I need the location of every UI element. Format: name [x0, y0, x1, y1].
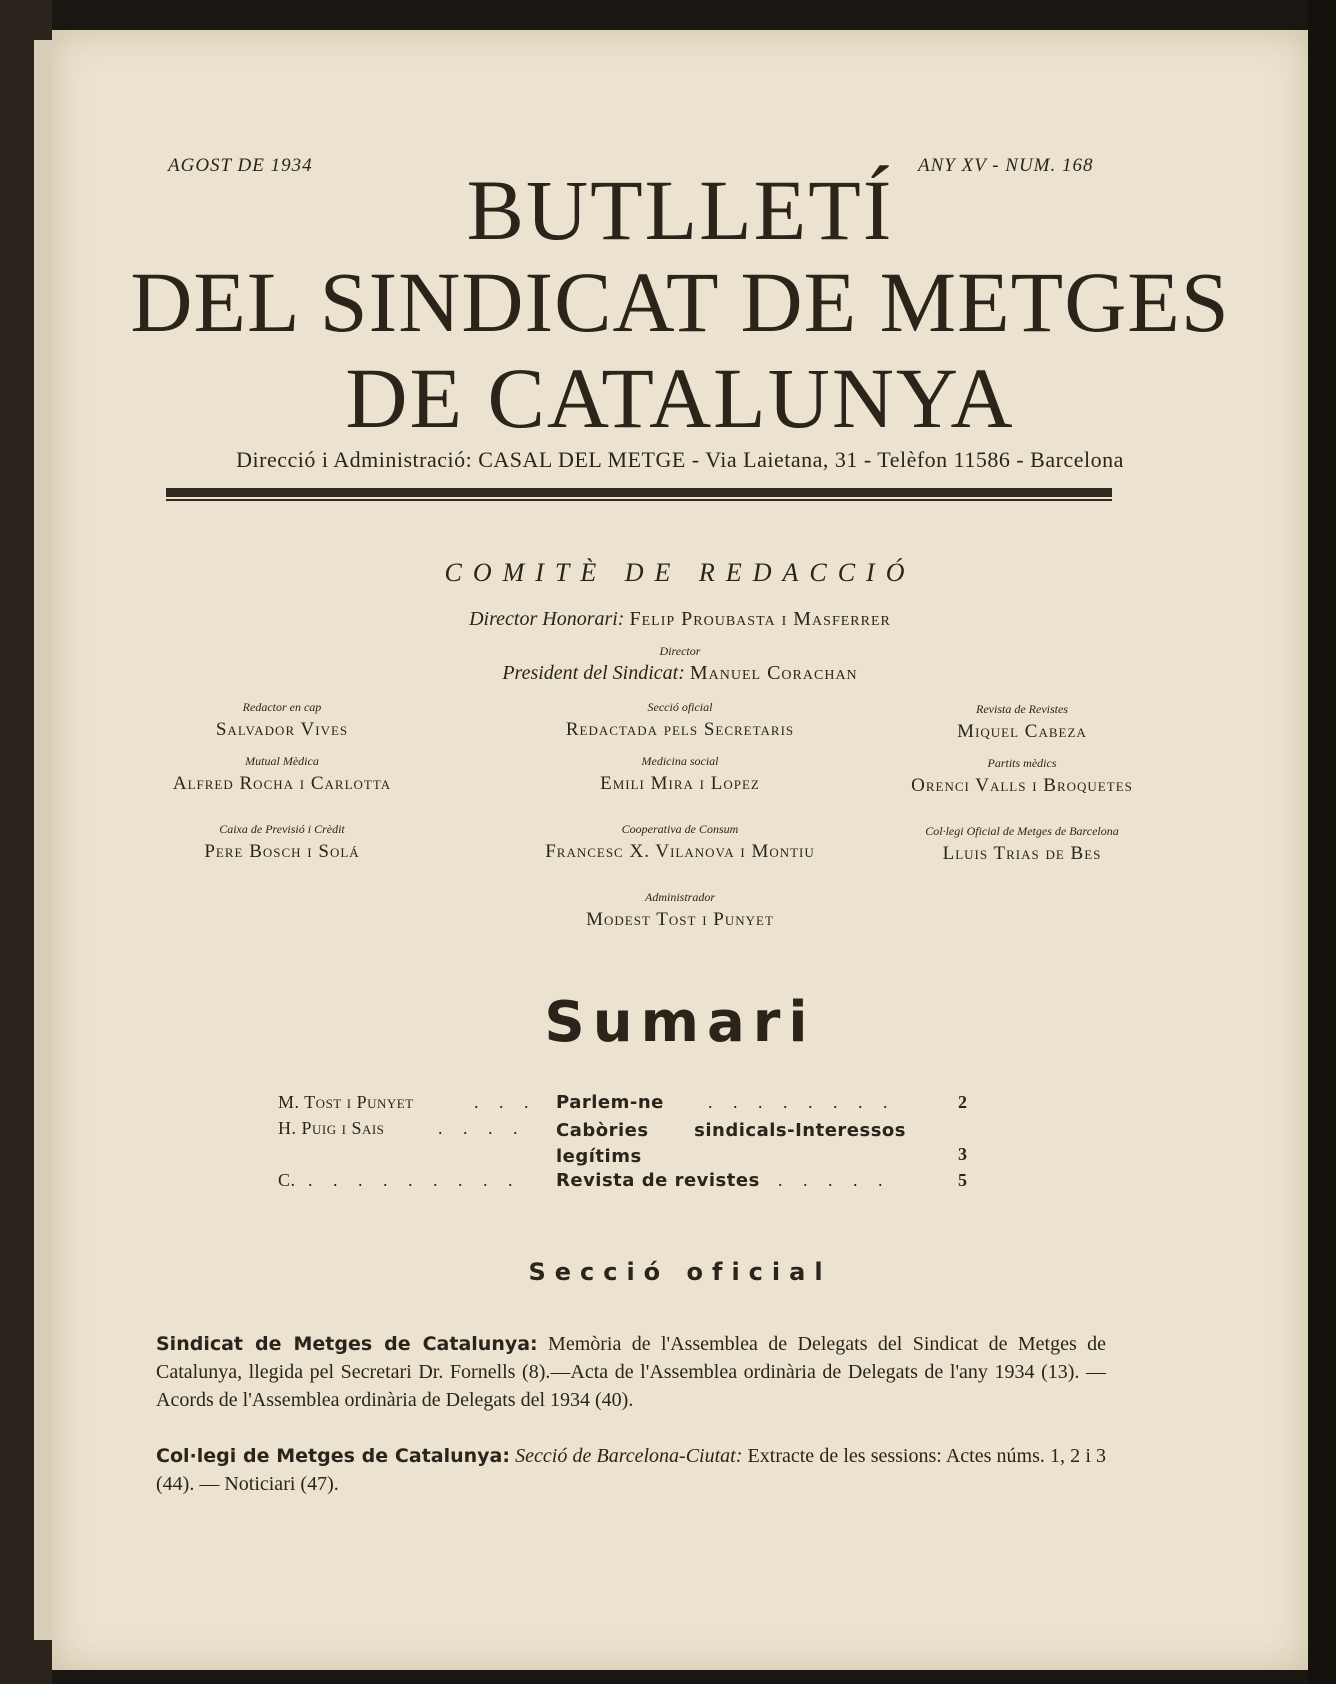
admin-role: Administrador	[644, 890, 715, 904]
member-role: Col·legi Oficial de Metges de Barcelona	[925, 824, 1119, 838]
leader-dots: . . .	[474, 1092, 537, 1112]
header-rule-thin	[166, 499, 1112, 501]
directe-label: Director	[659, 644, 701, 658]
member-role: Partits mèdics	[987, 756, 1057, 770]
seccio-heading: Secció oficial	[528, 1258, 832, 1286]
sumari-author: M. Tost i Punyet	[278, 1092, 414, 1112]
leader-dots: . . . . . . . .	[708, 1092, 896, 1112]
header-rule	[166, 488, 1112, 497]
member-role: Caixa de Previsió i Crèdit	[219, 822, 345, 836]
leader-dots: . . . . . . . . .	[308, 1170, 521, 1190]
member-name: Francesc X. Vilanova i Montiu	[545, 841, 815, 862]
member-name: Alfred Rocha i Carlotta	[172, 773, 392, 794]
paragraph-lead: Sindicat de Metges de Catalunya:	[156, 1333, 538, 1355]
sumari-heading: Sumari	[544, 990, 816, 1055]
member-name: Miquel Cabeza	[957, 721, 1087, 742]
sumari-page: 5	[958, 1170, 967, 1190]
director-line	[52, 608, 1308, 631]
comite-heading: COMITÈ DE REDACCIÓ	[444, 558, 916, 587]
president-name: Manuel Corachan	[689, 662, 858, 684]
president-role: President del Sindicat:	[502, 662, 685, 684]
sumari-author: H. Puig i Sais	[278, 1118, 385, 1138]
document-page	[52, 30, 1308, 1670]
title-line-2: DEL SINDICAT DE METGES	[130, 254, 1230, 350]
seccio-paragraph-2	[156, 1442, 1106, 1498]
sumari-title: Parlem-ne	[556, 1092, 664, 1113]
sumari-title: Cabòries sindicals-Interessos legítims	[556, 1120, 906, 1167]
issue-number: ANY XV - NUM. 168	[918, 155, 1094, 176]
adjacent-page-edge	[34, 40, 52, 1640]
director-name: Felip Proubasta i Masferrer	[629, 608, 891, 630]
seccio-paragraph-1	[156, 1330, 1106, 1414]
member-role: Revista de Revistes	[976, 702, 1068, 716]
paragraph-text: Extracte de les sessions: Actes núms. 1, 2 i 3 (44). — Noticiari (47).	[156, 1445, 1107, 1495]
member-name: Pere Bosch i Solá	[204, 841, 360, 862]
scan-border	[1308, 0, 1336, 1684]
member-role: Secció oficial	[647, 700, 713, 714]
leader-dots: . . . . .	[778, 1170, 891, 1190]
member-role: Cooperativa de Consum	[621, 822, 739, 836]
sumari-page: 3	[958, 1144, 967, 1164]
member-role: Redactor en cap	[242, 700, 322, 714]
member-name: Salvador Vives	[215, 719, 349, 740]
member-name: Orenci Valls i Broquetes	[911, 775, 1133, 796]
title-line-1: BUTLLETÍ	[466, 162, 894, 258]
address-line: Direcció i Administració: CASAL DEL METGE - Via Laietana, 31 - Telèfon 11586 - Barcelona	[236, 447, 1124, 472]
sumari-entry	[278, 1118, 1038, 1170]
member-name: Lluis Trias de Bes	[942, 843, 1102, 864]
admin-name: Modest Tost i Punyet	[586, 909, 774, 930]
issue-date: AGOST DE 1934	[168, 155, 313, 176]
member-name: Emili Mira i Lopez	[600, 773, 760, 794]
member-role: Medicina social	[641, 754, 719, 768]
title-line-3: DE CATALUNYA	[345, 350, 1015, 446]
paragraph-italic: Secció de Barcelona-Ciutat:	[515, 1445, 743, 1467]
member-name: Redactada pels Secretaris	[565, 719, 795, 740]
sumari-author: C.	[278, 1170, 296, 1190]
sumari-title: Revista de revistes	[556, 1170, 760, 1191]
president-line	[52, 662, 1308, 685]
leader-dots: . . . .	[438, 1118, 526, 1138]
director-role: Director Honorari:	[469, 608, 625, 630]
member-role: Mutual Mèdica	[245, 754, 319, 768]
paragraph-lead: Col·legi de Metges de Catalunya:	[156, 1445, 510, 1467]
paragraph-text: Memòria de l'Assemblea de Delegats del Sindicat de Metges de Catalunya, llegida pel Secretari Dr. Fornells (8).—Acta de l'Assemblea ordinària de Delegats de l'any 1934 (13). — Acords de l'Assemblea ordinària de Delegats del 1934 (40).	[156, 1333, 1107, 1411]
sumari-page: 2	[958, 1092, 967, 1112]
